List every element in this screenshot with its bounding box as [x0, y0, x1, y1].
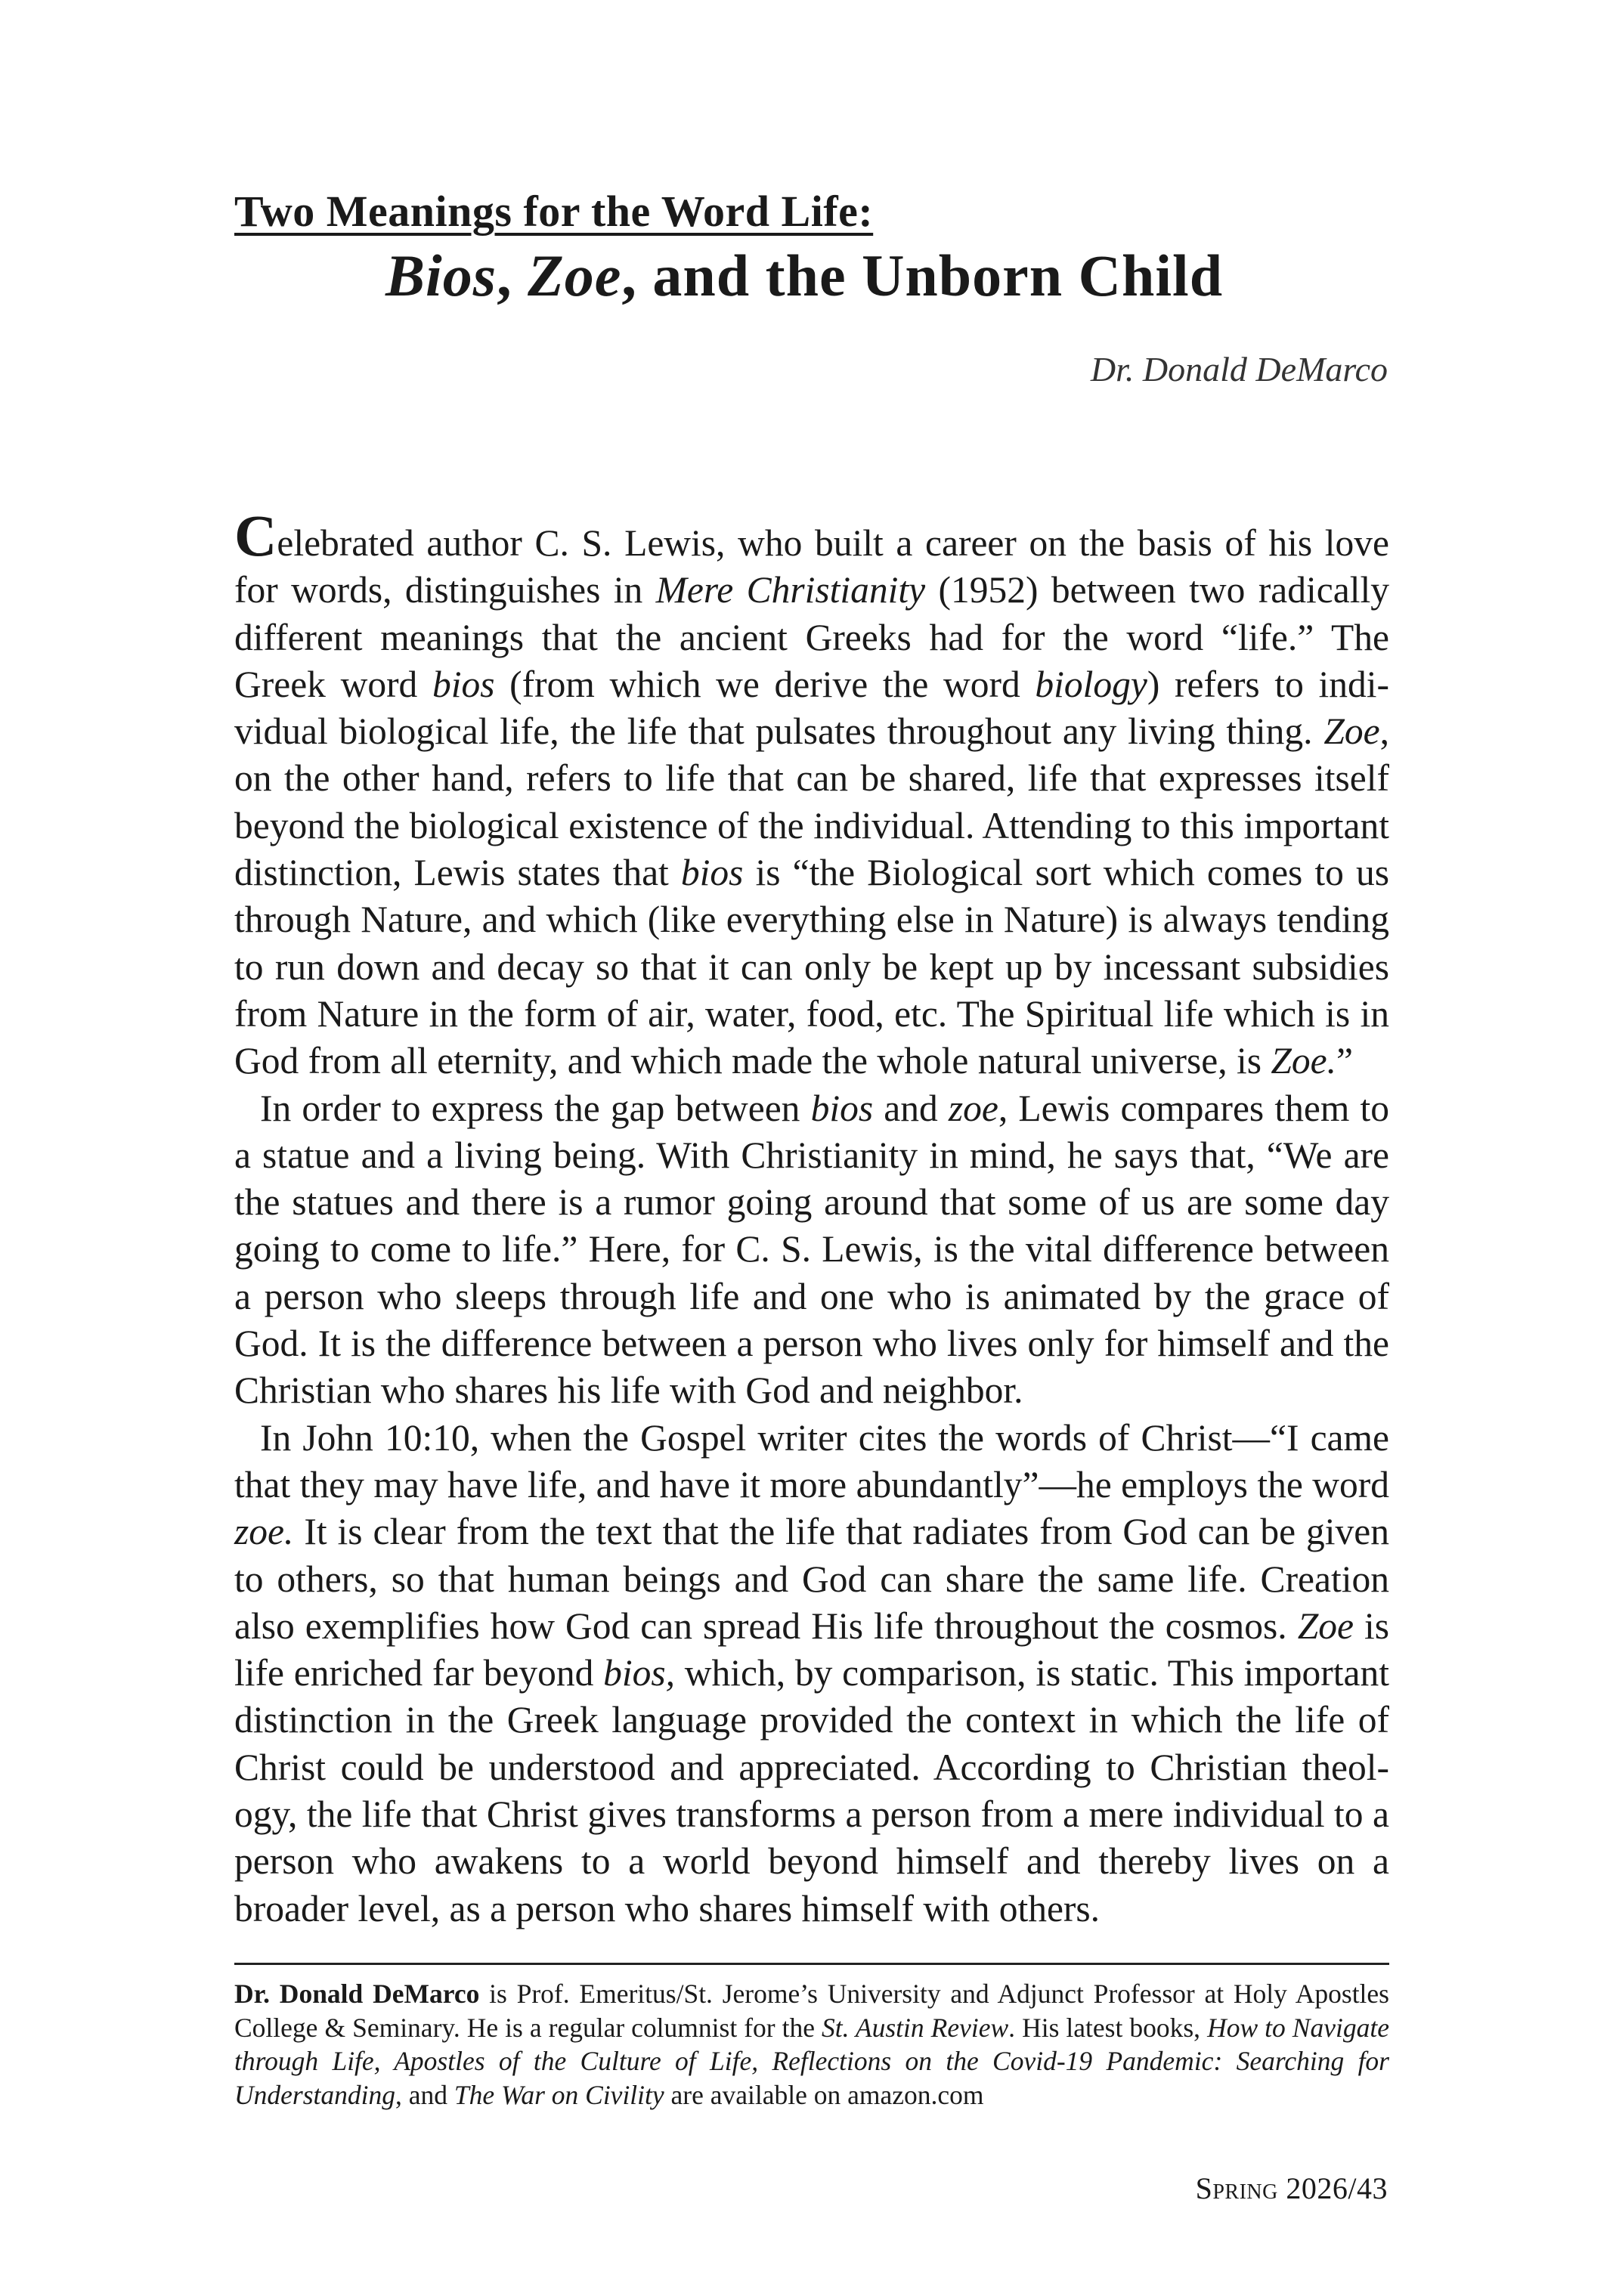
italic-run: How to Navigate through Life, Apostles of the Culture of Life, Reflections on the Covid-19 Pandemic: Searching for Understanding [234, 2012, 1389, 2110]
text-run: which, by comparison, is static. This important distinction in the Greek language provided the context in which the life of Christ could be understood and appreciated. According to Christian theology, the life that Christ gives transforms a person from a mere individual to a person who awakens to a world beyond himself and thereby lives on a broader level, as a person who shares himself with others. [234, 1652, 1389, 1929]
article-body [234, 503, 1390, 1932]
text-run: is Prof. Emeritus/St. Jerome’s University and Adjunct Professor at Holy Apostles College & Seminary. He is a regular columnist for the [234, 1979, 1389, 2043]
article-author: Dr. Donald DeMarco [1090, 350, 1388, 388]
italic-run: bios [810, 1087, 874, 1129]
title-bios: Bios [385, 243, 497, 308]
italic-run: Mere Christianity [655, 569, 926, 611]
italic-run: biology [1035, 663, 1147, 705]
title-separator: , [497, 243, 528, 308]
article-kicker: Two Meanings for the Word Life: [234, 187, 874, 236]
text-run: (1952) between two radically different meanings that the ancient Greeks had for the word “life.” The Greek word [234, 569, 1389, 705]
drop-cap: C [234, 503, 277, 568]
text-run: In John 10:10, when the Gospel writer cites the words of Christ—“I came that they may have life, and have it more abundantly”—he employs the word [234, 1416, 1389, 1505]
italic-run: Zoe [1297, 1604, 1354, 1647]
paragraph-3 [234, 1415, 1389, 1932]
text-run: , on the other hand, refers to life that can be shared, life that expresses itself beyond the biological existence of the individual. Attending to this important distinction, Lewis states that [234, 710, 1389, 894]
title-rest: , and the Unborn Child [621, 243, 1224, 308]
italic-run: bios [680, 852, 744, 894]
text-run: , and [395, 2079, 454, 2110]
text-run: and [873, 1087, 949, 1129]
text-run: It is clear from the text that the life that radiates from God can be given to others, so that human beings and God can share the same life. Creation also exemplifies how God can spread His life throughout the cosmos. [234, 1511, 1389, 1647]
text-run: is “the Biological sort which comes to us through Nature, and which (like everything else in Nature) is always tending to run down and decay so that it can only be kept up by incessant subsidies from Nature in the form of air, water, food, etc. The Spiritual life which is in God from all eternity, and which made the whole natural universe, is [234, 852, 1390, 1082]
title-zoe: Zoe [528, 243, 622, 308]
italic-run: zoe [948, 1087, 998, 1129]
italic-run: zoe. [234, 1511, 294, 1553]
italic-run: bios, [603, 1652, 676, 1694]
italic-run: bios [432, 663, 495, 705]
footnote-divider [234, 1963, 1389, 1965]
paragraph-1 [234, 503, 1390, 1085]
italic-run: Zoe [1323, 710, 1380, 753]
bio-author-name: Dr. Donald DeMarco [234, 1979, 480, 2009]
text-run: (from which we derive the word [494, 663, 1036, 705]
footer-season: Spring [1195, 2171, 1278, 2205]
italic-run: The War on Civility [454, 2079, 664, 2110]
footer-issue-page: 2026/43 [1277, 2171, 1388, 2205]
text-run: In order to express the gap between [260, 1087, 811, 1129]
text-run: , Lewis compares them to a statue and a living being. With Christianity in mind, he says that, “We are the statues and there is a rumor going around that some of us are some day going to come to life.” Here, for C. S. Lewis, is the vital difference between a person who sleeps through life and one who is animated by the grace of God. It is the difference between a person who lives only for himself and the Christian who shares his life with God and neighbor. [234, 1087, 1389, 1412]
paragraph-2 [234, 1085, 1389, 1415]
italic-run: St. Austin Review [822, 2012, 1009, 2043]
page-footer [1196, 2171, 1388, 2206]
text-run: are available on amazon.com [664, 2079, 984, 2110]
text-run: ” [1336, 1040, 1353, 1082]
text-run: . His latest books, [1008, 2012, 1208, 2043]
text-run: elebrated author C. S. Lewis, who built a career on the basis of his love for words, distinguishes in [234, 522, 1389, 611]
text-run: is life enriched far beyond [234, 1604, 1389, 1694]
text-run: ) refers to individual biological life, the life that pulsates throughout any living thing. [234, 663, 1389, 753]
article-title [385, 242, 1223, 310]
author-bio [234, 1977, 1389, 2112]
italic-run: Zoe. [1271, 1040, 1337, 1082]
